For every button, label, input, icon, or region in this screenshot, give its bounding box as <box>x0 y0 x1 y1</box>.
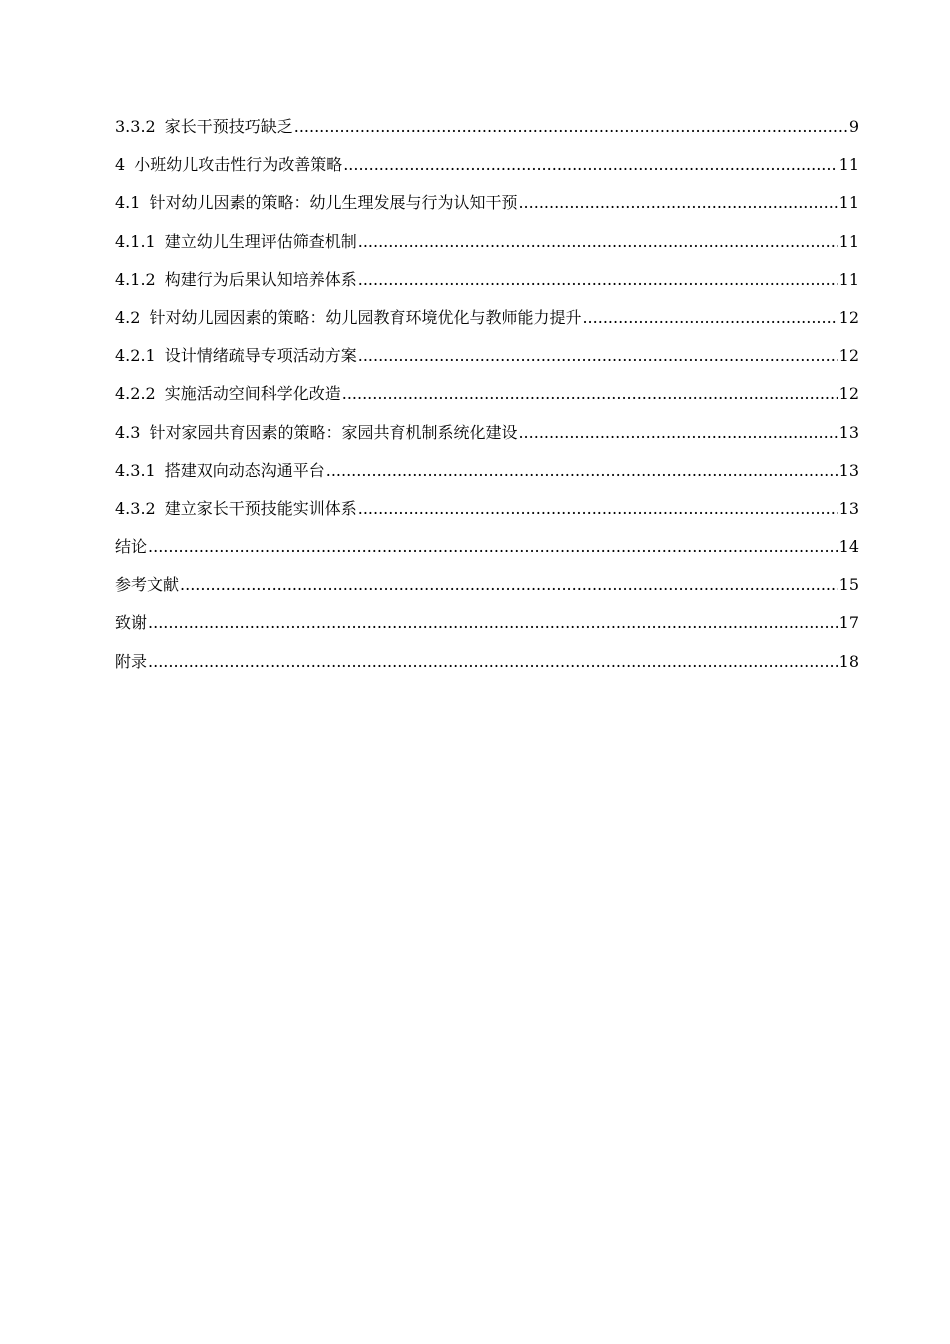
toc-entry-title: 小班幼儿攻击性行为改善策略 <box>134 155 343 175</box>
toc-entry-page: 18 <box>838 651 859 671</box>
toc-entry-number: 3.3.2 <box>115 117 156 136</box>
toc-dot-leader <box>358 267 838 293</box>
toc-entry[interactable] <box>115 343 859 381</box>
toc-entry[interactable] <box>115 229 859 267</box>
toc-entry[interactable] <box>115 114 859 152</box>
toc-entry[interactable] <box>115 610 859 648</box>
toc-entry-page: 12 <box>838 384 859 404</box>
toc-entry[interactable] <box>115 267 859 305</box>
toc-entry-title: 搭建双向动态沟通平台 <box>164 460 325 480</box>
toc-entry-title: 针对幼儿园因素的策略：幼儿园教育环境优化与教师能力提升 <box>149 307 582 327</box>
toc-dot-leader <box>518 190 837 216</box>
toc-entry-title: 参考文献 <box>115 575 180 595</box>
toc-dot-leader <box>358 343 838 369</box>
toc-entry-page: 13 <box>838 422 859 442</box>
toc-entry[interactable] <box>115 381 859 419</box>
toc-entry-number: 4 <box>115 155 126 175</box>
toc-entry[interactable] <box>115 305 859 343</box>
toc-entry-title: 致谢 <box>115 613 148 633</box>
toc-entry-page: 13 <box>838 460 859 480</box>
toc-entry[interactable] <box>115 420 859 458</box>
toc-dot-leader <box>180 572 838 598</box>
toc-entry-number: 4.3.1 <box>115 460 156 480</box>
toc-entry-page: 12 <box>838 346 859 366</box>
toc-entry-page: 12 <box>838 307 859 327</box>
toc-dot-leader <box>343 152 837 178</box>
toc-entry[interactable] <box>115 190 859 228</box>
toc-entry-page: 15 <box>838 575 859 595</box>
toc-dot-leader <box>582 305 837 331</box>
toc-entry[interactable] <box>115 458 859 496</box>
toc-entry-number: 4.3.2 <box>115 498 156 518</box>
toc-entry-title: 构建行为后果认知培养体系 <box>164 269 357 289</box>
toc-entry-title: 家长干预技巧缺乏 <box>164 117 293 136</box>
toc-dot-leader <box>148 610 838 636</box>
toc-entry-page: 9 <box>848 117 859 136</box>
toc-entry[interactable] <box>115 152 859 190</box>
toc-entry-number: 4.1 <box>115 193 141 213</box>
toc-entry-number: 4.3 <box>115 422 141 442</box>
toc-entry-title: 附录 <box>115 651 148 671</box>
toc-entry[interactable] <box>115 534 859 572</box>
toc-entry[interactable] <box>115 649 859 687</box>
toc-dot-leader <box>148 534 838 560</box>
toc-entry[interactable] <box>115 572 859 610</box>
toc-entry[interactable] <box>115 496 859 534</box>
toc-entry-page: 14 <box>838 537 859 557</box>
toc-entry-number: 4.2 <box>115 307 141 327</box>
toc-entry-title: 针对家园共育因素的策略：家园共育机制系统化建设 <box>149 422 518 442</box>
toc-entry-page: 11 <box>838 155 859 175</box>
toc-dot-leader <box>342 381 838 407</box>
toc-entry-number: 4.2.2 <box>115 384 156 404</box>
toc-entry-page: 11 <box>838 269 859 289</box>
toc-entry-page: 17 <box>838 613 859 633</box>
toc-entry-number: 4.1.1 <box>115 231 156 251</box>
toc-entry-number: 4.2.1 <box>115 346 156 366</box>
toc-entry-page: 11 <box>838 193 859 213</box>
toc-entry-page: 11 <box>838 231 859 251</box>
toc-entry-title: 实施活动空间科学化改造 <box>164 384 341 404</box>
toc-entry-title: 结论 <box>115 537 148 557</box>
toc-entry-title: 建立家长干预技能实训体系 <box>164 498 357 518</box>
toc-entry-number: 4.1.2 <box>115 269 156 289</box>
table-of-contents <box>115 114 859 687</box>
toc-entry-title: 针对幼儿因素的策略：幼儿生理发展与行为认知干预 <box>149 193 518 213</box>
toc-entry-title: 建立幼儿生理评估筛查机制 <box>164 231 357 251</box>
toc-dot-leader <box>518 420 837 446</box>
toc-dot-leader <box>294 114 848 140</box>
toc-dot-leader <box>148 649 838 675</box>
toc-dot-leader <box>326 458 838 484</box>
toc-dot-leader <box>358 496 838 522</box>
toc-dot-leader <box>358 229 838 255</box>
toc-entry-page: 13 <box>838 498 859 518</box>
toc-entry-title: 设计情绪疏导专项活动方案 <box>164 346 357 366</box>
